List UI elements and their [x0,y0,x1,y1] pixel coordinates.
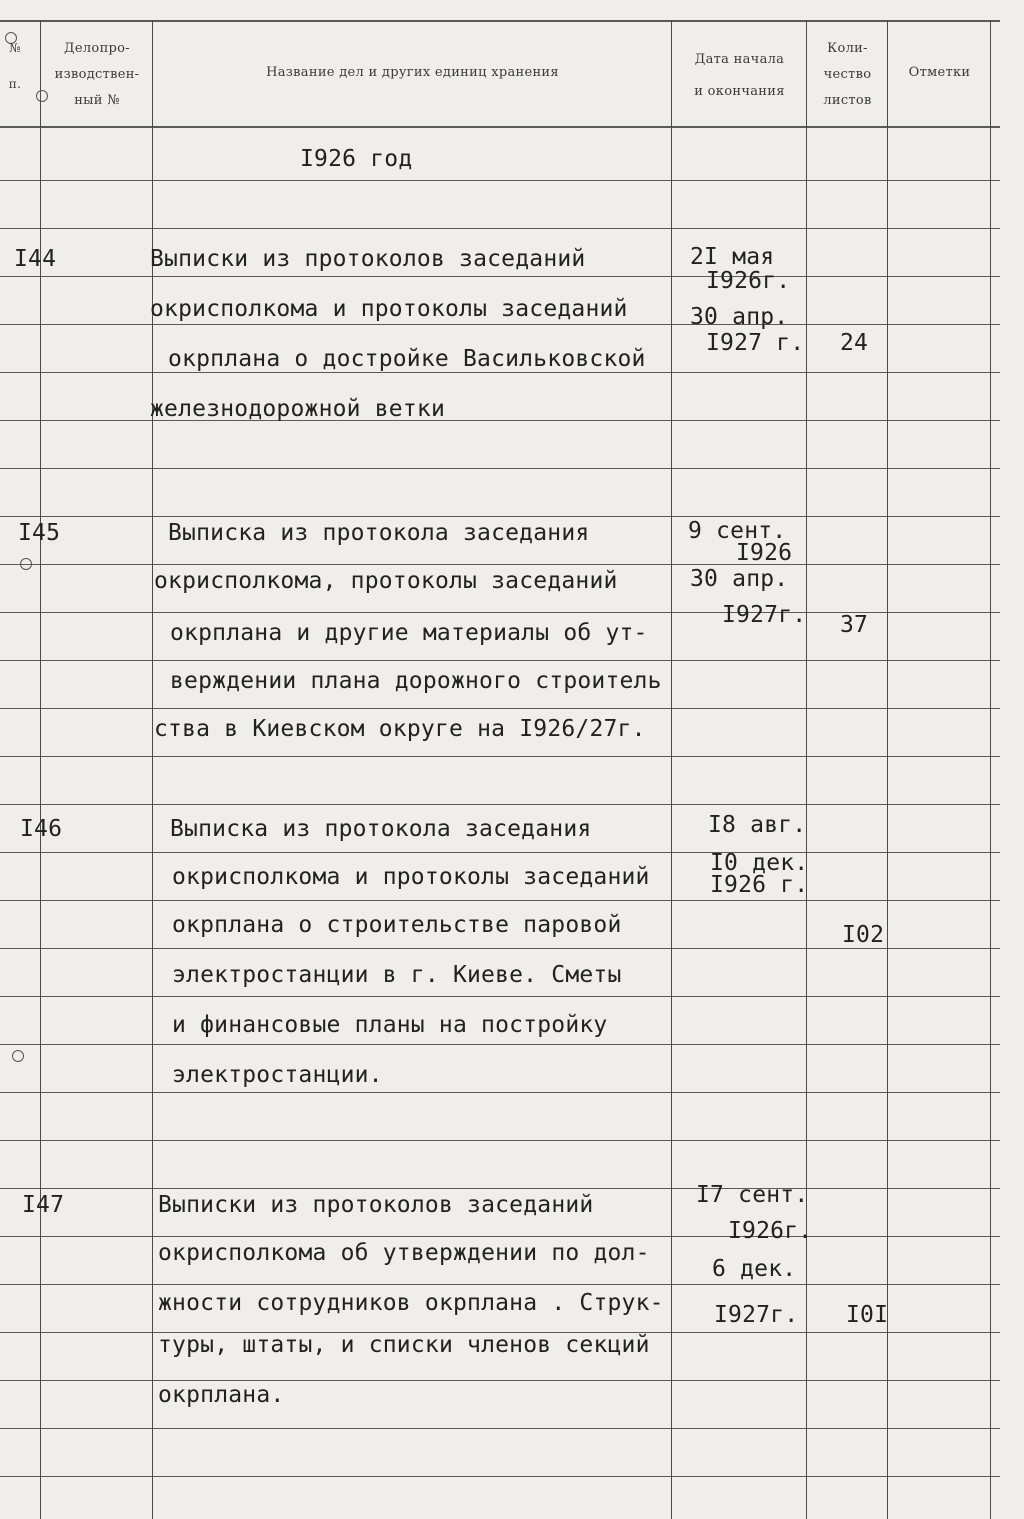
header-number-col [0,38,30,94]
entry-date-line: I927г. [722,602,807,628]
entry-sheets: 37 [840,612,869,638]
ruled-line [0,564,1000,565]
entry-date-line: 2I мая [690,244,775,270]
ruled-line [0,1476,1000,1477]
header-line: Делопро- [64,41,130,56]
entry-title-line: туры, штаты, и списки членов секций [158,1332,650,1358]
entry-date-line: I0 дек. [710,850,809,876]
entry-sheets: I02 [842,922,885,948]
ruled-line [0,372,1000,373]
entry-title-line: окрисполкома, протоколы заседаний [154,568,618,594]
entry-title-line: электростанции. [172,1062,383,1088]
header-line: Дата начала [694,52,785,67]
entry-title-line: верждении плана дорожного строитель [170,668,662,694]
entry-title-line: Выписка из протокола заседания [170,816,592,842]
header-line: п. [8,77,22,91]
header-line: и окончания [694,84,785,99]
column-divider [806,20,807,1519]
header-line: ный № [74,93,120,108]
entry-title-line: железнодорожной ветки [150,396,445,422]
header-title-col: Название дел и других единиц хранения [266,65,559,80]
header-line: чество [823,67,872,82]
entry-date-line: I7 сент. [696,1182,809,1208]
entry-date-line: I926г. [706,268,791,294]
entry-date-line: 30 апр. [690,304,789,330]
ruled-line [0,756,1000,757]
ruled-line [0,276,1000,277]
header-sheets-col [808,36,887,114]
entry-title-line: окрисполкома об утверждении по дол- [158,1240,650,1266]
entry-title-line: окрплана и другие материалы об ут- [170,620,648,646]
ruled-line [0,228,1000,229]
entry-date-line: 30 апр. [690,566,789,592]
entry-title-line: Выписки из протоколов заседаний [150,246,586,272]
entry-title-line: окрисполкома и протоколы заседаний [172,864,650,890]
entry-date-line: I926 г. [710,872,809,898]
entry-sheets: I0I [846,1302,889,1328]
ruled-line [0,1284,1000,1285]
entry-date-line: 6 дек. [712,1256,797,1282]
ruled-line [0,1428,1000,1429]
entry-date-line: 9 сент. [688,518,787,544]
column-divider [990,20,991,1519]
ruled-line [0,180,1000,181]
ruled-line [0,1188,1000,1189]
entry-title-line: и финансовые планы на постройку [172,1012,608,1038]
punch-hole [20,558,32,570]
entry-title-line: окрисполкома и протоколы заседаний [150,296,628,322]
entry-title-line: окрплана о достройке Васильковской [168,346,646,372]
column-divider [887,20,888,1519]
header-office-col [42,36,152,114]
year-heading: I926 год [300,146,413,172]
entry-sheets: 24 [840,330,869,356]
header-line: № [9,41,21,55]
header-line: листов [823,93,872,108]
ruled-line [0,324,1000,325]
ruled-line [0,1236,1000,1237]
top-border [0,20,1000,22]
ruled-line [0,1092,1000,1093]
entry-date-line: I8 авг. [708,812,807,838]
ruled-line [0,708,1000,709]
entry-title-line: Выписка из протокола заседания [168,520,590,546]
entry-date-line: I927г. [714,1302,799,1328]
column-divider [671,20,672,1519]
column-divider [40,20,41,1519]
header-notes-col: Отметки [908,65,971,80]
entry-title-line: окрплана. [158,1382,285,1408]
ruled-line [0,948,1000,949]
header-bottom-border [0,126,1000,128]
entry-number: I45 [18,520,61,546]
ruled-line [0,900,1000,901]
ruled-line [0,516,1000,517]
column-divider [152,20,153,1519]
header-line: изводствен- [54,67,140,82]
ruled-line [0,468,1000,469]
ruled-line [0,1380,1000,1381]
ruled-line [0,804,1000,805]
entry-number: I46 [20,816,63,842]
entry-title-line: окрплана о строительстве паровой [172,912,622,938]
entry-title-line: Выписки из протоколов заседаний [158,1192,594,1218]
entry-title-line: ства в Киевском округе на I926/27г. [154,716,646,742]
entry-number: I47 [22,1192,65,1218]
header-line: Коли- [827,41,868,56]
entry-number: I44 [14,246,57,272]
ruled-line [0,660,1000,661]
entry-date-line: I926г. [728,1218,813,1244]
entry-title-line: электростанции в г. Киеве. Сметы [172,962,622,988]
ruled-line [0,852,1000,853]
entry-title-line: жности сотрудников окрплана . Струк- [158,1290,664,1316]
entry-date-line: I926 [736,540,793,566]
ruled-line [0,1140,1000,1141]
entry-date-line: I927 г. [706,330,805,356]
header-dates-col [673,44,806,108]
ruled-line [0,1044,1000,1045]
punch-hole [12,1050,24,1062]
ruled-line [0,996,1000,997]
